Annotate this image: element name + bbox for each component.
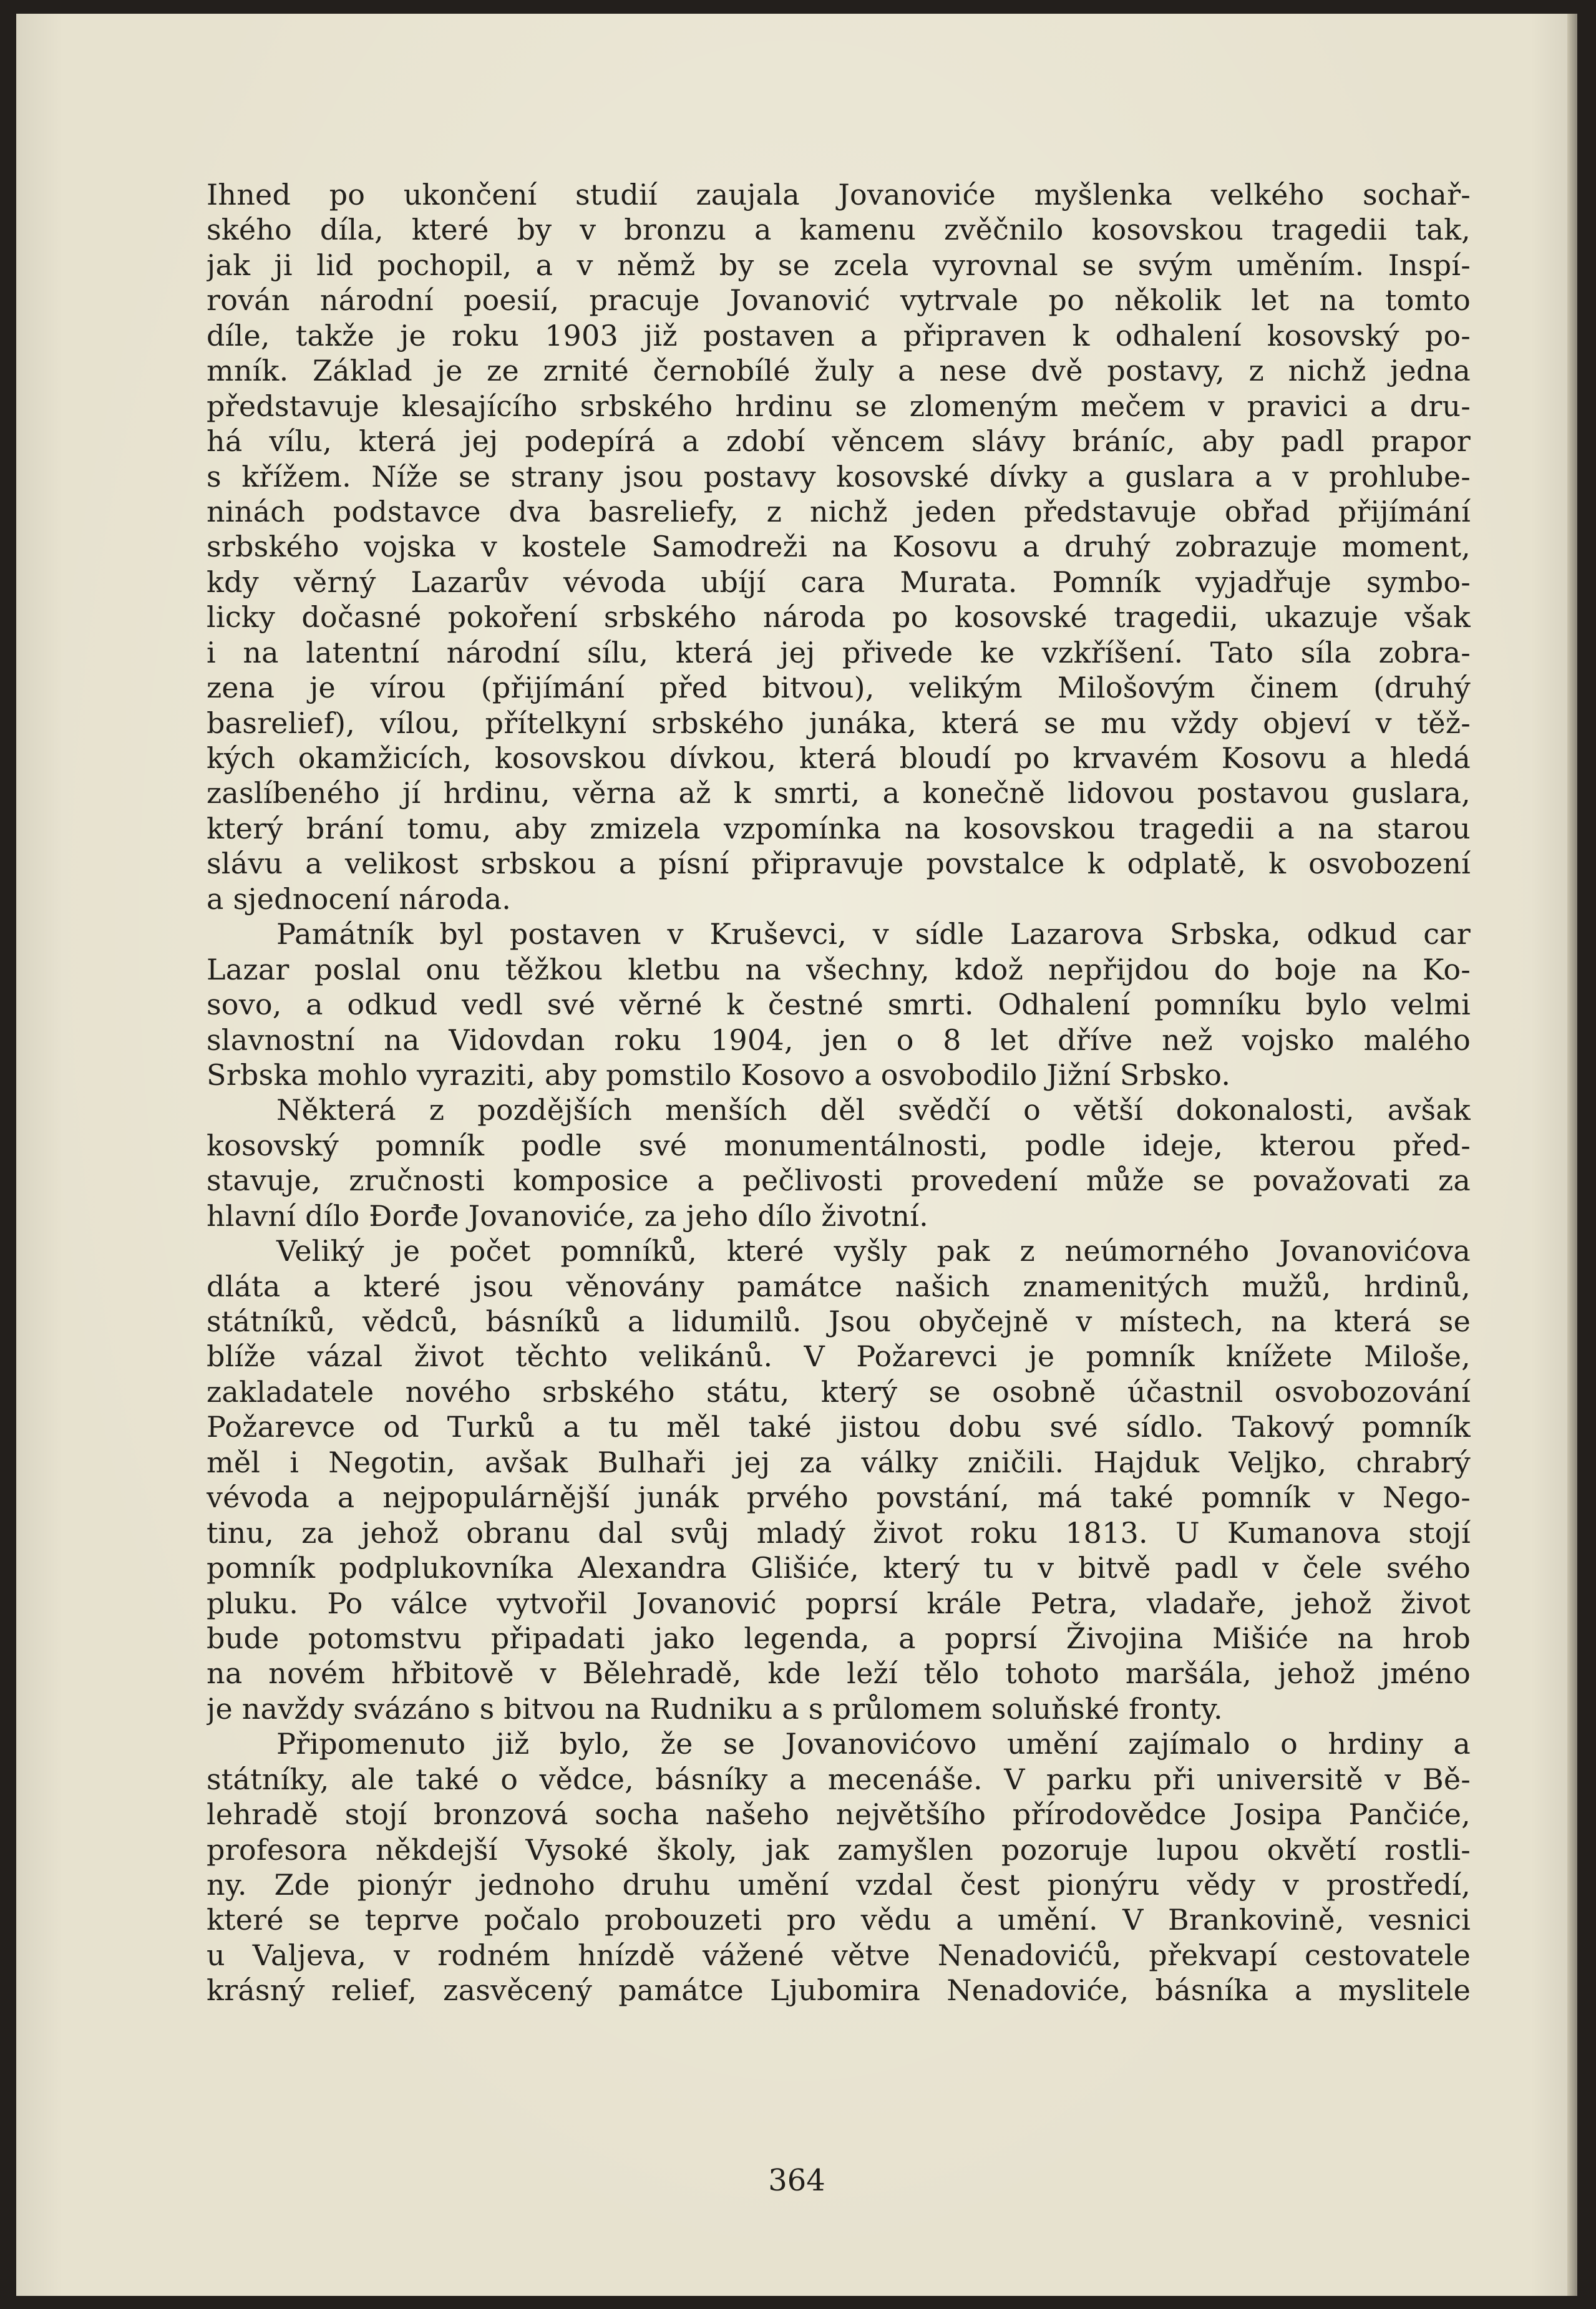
text-line: stavuje, zručnosti komposice a pečlivosti provedení může se považovati za (207, 1164, 1471, 1198)
text-line: blíže vázal život těchto velikánů. V Požarevci je pomník knížete Miloše, (207, 1339, 1471, 1374)
text-line: lehradě stojí bronzová socha našeho největšího přírodovědce Josipa Pančiće, (207, 1797, 1471, 1832)
text-line: Požarevce od Turků a tu měl také jistou dobu své sídlo. Takový pomník (207, 1410, 1471, 1444)
text-line: zena je vírou (přijímání před bitvou), velikým Milošovým činem (druhý (207, 671, 1471, 705)
text-line: krásný relief, zasvěcený památce Ljubomira Nenadoviće, básníka a myslitele (207, 1973, 1471, 2008)
text-line: basrelief), vílou, přítelkyní srbského junáka, která se mu vždy objeví v těž- (207, 706, 1471, 740)
text-line: díle, takže je roku 1903 již postaven a připraven k odhalení kosovský po- (207, 318, 1471, 352)
text-line: kých okamžicích, kosovskou dívkou, která bloudí po krvavém Kosovu a hledá (207, 741, 1471, 775)
paragraph-1 (207, 177, 1471, 916)
paragraph-4 (207, 1233, 1471, 1726)
text-line: kdy věrný Lazarův vévoda ubíjí cara Murata. Pomník vyjadřuje symbo- (207, 565, 1471, 599)
text-line: profesora někdejší Vysoké školy, jak zamyšlen pozoruje lupou okvětí rostli- (207, 1832, 1471, 1867)
text-line: u Valjeva, v rodném hnízdě vážené větve Nenadovićů, překvapí cestovatele (207, 1938, 1471, 1972)
text-line: Některá z pozdějších menších děl svědčí o větší dokonalosti, avšak (276, 1093, 1471, 1127)
text-line: na novém hřbitově v Bělehradě, kde leží tělo tohoto maršála, jehož jméno (207, 1656, 1471, 1691)
text-line: bude potomstvu připadati jako legenda, a poprsí Živojina Mišiće na hrob (207, 1621, 1471, 1655)
text-line: zakladatele nového srbského státu, který se osobně účastnil osvobozování (207, 1374, 1471, 1409)
text-line: měl i Negotin, avšak Bulhaři jej za války zničili. Hajduk Veljko, chrabrý (207, 1445, 1471, 1479)
text-line: které se teprve počalo probouzeti pro vědu a umění. V Brankovině, vesnici (207, 1903, 1471, 1937)
text-line: hlavní dílo Đorđe Jovanoviće, za jeho dílo životní. (207, 1198, 928, 1233)
text-line: slavnostní na Vidovdan roku 1904, jen o 8 let dříve než vojsko malého (207, 1023, 1471, 1057)
text-line: Lazar poslal onu těžkou kletbu na všechny, kdož nepřijdou do boje na Ko- (207, 952, 1471, 986)
text-line: há vílu, která jej podepírá a zdobí věncem slávy bráníc, aby padl prapor (207, 424, 1471, 459)
text-line: a sjednocení národa. (207, 882, 512, 916)
page-edge-shadow (1567, 14, 1577, 2296)
text-line: Připomenuto již bylo, že se Jovanovićovo umění zajímalo o hrdiny a (276, 1727, 1471, 1761)
text-line: státníků, vědců, básníků a lidumilů. Jsou obyčejně v místech, na která se (207, 1305, 1471, 1338)
text-line: sovo, a odkud vedl své věrné k čestné smrti. Odhalení pomníku bylo velmi (207, 988, 1471, 1022)
paragraph-5 (207, 1726, 1471, 2008)
text-line: představuje klesajícího srbského hrdinu se zlomeným mečem v pravici a dru- (207, 389, 1471, 423)
text-line: ského díla, které by v bronzu a kamenu zvěčnilo kosovskou tragedii tak, (207, 213, 1471, 247)
paragraph-2 (207, 916, 1471, 1092)
body-text (207, 177, 1471, 2008)
text-line: pomník podplukovníka Alexandra Glišiće, který tu v bitvě padl v čele svého (207, 1551, 1471, 1585)
paragraph-3 (207, 1092, 1471, 1233)
text-line: Veliký je počet pomníků, které vyšly pak z neúmorného Jovanovićova (276, 1234, 1471, 1268)
text-line: s křížem. Níže se strany jsou postavy kosovské dívky a guslara a v prohlube- (207, 459, 1471, 493)
text-line: rován národní poesií, pracuje Jovanović vytrvale po několik let na tomto (207, 283, 1471, 318)
text-line: Srbska mohlo vyraziti, aby pomstilo Kosovo a osvobodilo Jižní Srbsko. (207, 1057, 1231, 1092)
text-line: i na latentní národní sílu, která jej přivede ke vzkříšení. Tato síla zobra- (207, 635, 1471, 669)
text-line: vévoda a nejpopulárnější junák prvého povstání, má také pomník v Nego- (207, 1480, 1471, 1515)
text-line: Památník byl postaven v Kruševci, v sídle Lazarova Srbska, odkud car (276, 917, 1471, 951)
text-line: jak ji lid pochopil, a v němž by se zcela vyrovnal se svým uměním. Inspí- (207, 248, 1471, 282)
text-line: ninách podstavce dva basreliefy, z nichž jeden představuje obřad přijímání (207, 494, 1471, 528)
text-line: kosovský pomník podle své monumentálnosti, podle ideje, kterou před- (207, 1128, 1471, 1162)
text-line: zaslíbeného jí hrdinu, věrna až k smrti, a konečně lidovou postavou guslara, (207, 776, 1471, 810)
text-line: slávu a velikost srbskou a písní připravuje povstalce k odplatě, k osvobození (207, 847, 1471, 881)
text-line: ny. Zde pionýr jednoho druhu umění vzdal čest pionýru vědy v prostředí, (207, 1868, 1471, 1902)
text-line: pluku. Po válce vytvořil Jovanović poprsí krále Petra, vladaře, jehož život (207, 1586, 1471, 1620)
text-line: Ihned po ukončení studií zaujala Jovanoviće myšlenka velkého sochař- (207, 178, 1471, 211)
page-number: 364 (768, 2163, 825, 2198)
text-line: tinu, za jehož obranu dal svůj mladý život roku 1813. U Kumanova stojí (207, 1515, 1471, 1550)
text-line: dláta a které jsou věnovány památce našich znamenitých mužů, hrdinů, (207, 1269, 1471, 1303)
book-page (16, 14, 1577, 2296)
text-line: který brání tomu, aby zmizela vzpomínka na kosovskou tragedii a na starou (207, 811, 1471, 845)
text-line: srbského vojska v kostele Samodreži na Kosovu a druhý zobrazuje moment, (207, 530, 1471, 564)
text-line: je navždy svázáno s bitvou na Rudniku a s průlomem soluňské fronty. (207, 1691, 1223, 1726)
text-line: mník. Základ je ze zrnité černobílé žuly a nese dvě postavy, z nichž jedna (207, 354, 1471, 388)
text-line: státníky, ale také o vědce, básníky a mecenáše. V parku při universitě v Bě- (207, 1762, 1471, 1796)
text-line: licky dočasné pokoření srbského národa po kosovské tragedii, ukazuje však (207, 600, 1471, 634)
